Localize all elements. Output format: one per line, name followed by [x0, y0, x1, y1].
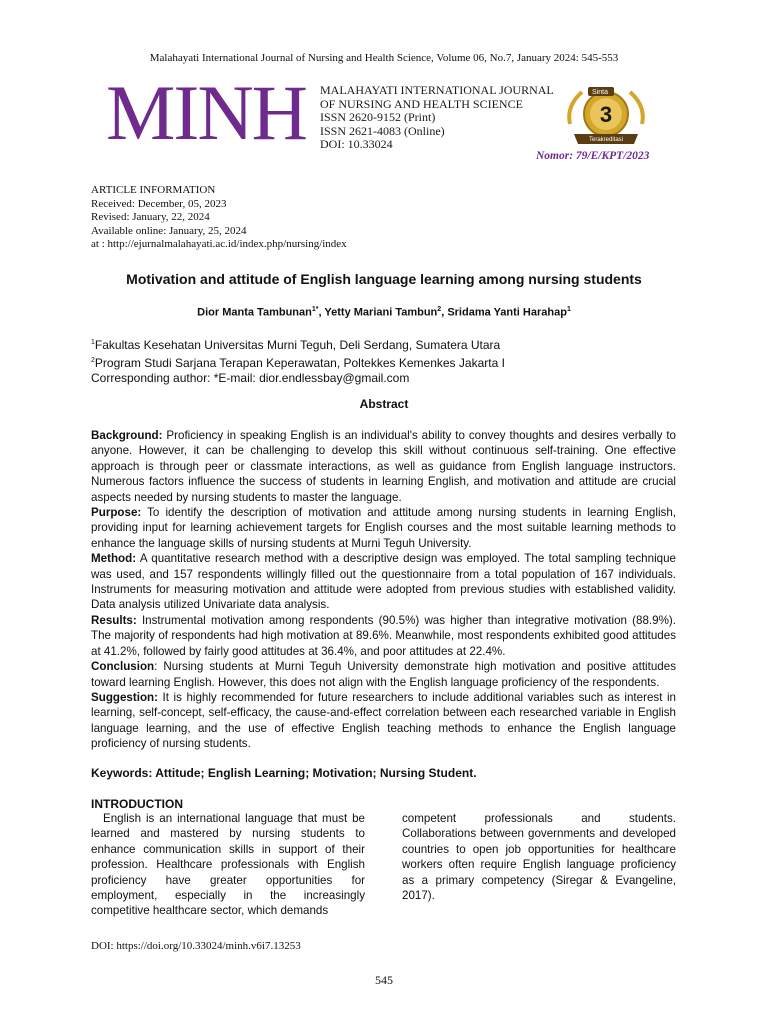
- svg-text:Terakreditasi: Terakreditasi: [588, 137, 624, 143]
- journal-name-line2: OF NURSING AND HEALTH SCIENCE: [320, 96, 523, 111]
- abstract-heading: Abstract: [359, 397, 409, 411]
- article-title: Motivation and attitude of English language learning among nursing students: [126, 271, 642, 287]
- article-info-heading: ARTICLE INFORMATION: [91, 184, 216, 196]
- received-date: Received: December, 05, 2023: [91, 197, 227, 210]
- journal-logo: MINH: [106, 69, 306, 156]
- doi-footer: DOI: https://doi.org/10.33024/minh.v6i7.13253: [91, 940, 301, 952]
- article-information: [91, 184, 347, 252]
- keywords: Keywords: Attitude; English Learning; Motivation; Nursing Student.: [91, 766, 477, 780]
- svg-text:3: 3: [599, 102, 613, 127]
- revised-date: Revised: January, 22, 2024: [91, 211, 210, 224]
- available-date: Available online: January, 25, 2024: [91, 224, 247, 237]
- author-name: Sridama Yanti Harahap: [447, 306, 567, 319]
- introduction-left-column: English is an international language that must be learned and mastered by nursing students to enhance communication skills in support of their profession. Healthcare professionals with English proficiency have greater opportunities for employment, especially in the increasingly competitive healthcare sector, which demands: [91, 812, 365, 918]
- journal-meta: [320, 84, 554, 152]
- abstract-conclusion: Conclusion: Nursing students at Murni Teguh University demonstrate high motivation and positive attitudes toward learning English. However, this does not align with the English language proficiency of the respondents.: [91, 660, 676, 689]
- running-header: Malahayati International Journal of Nursing and Health Science, Volume 06, No.7, January 2024: 545-553: [149, 52, 619, 64]
- introduction-heading: INTRODUCTION: [91, 797, 183, 811]
- abstract-body: [91, 428, 676, 752]
- introduction-right-column: competent professionals and students. Collaborations between governments and developed countries to open job opportunities for healthcare workers often require English language proficiency as a primary competency (Siregar & Evangeline, 2017).: [402, 812, 676, 903]
- author-list: [0, 306, 768, 319]
- author-separator: ,: [441, 306, 448, 319]
- affiliation-2: $^2$Program Studi Sarjana Terapan Keperawatan, Poltekkes Kemenkes Jakarta I: [91, 356, 505, 370]
- sinta-badge-icon: [560, 80, 652, 146]
- abstract-method: Method: A quantitative research method with a descriptive design was employed. The total sampling technique was used, and 157 respondents willingly filled out the questionnaire from a total population of 167 individuals. Instruments for measuring motivation and attitude were adopted from previous studies with established validity. Data analysis utilized Univariate data analysis.: [91, 552, 676, 612]
- author-separator: ,: [318, 306, 325, 319]
- abstract-suggestion: Suggestion: It is highly recommended for future researchers to include additional variables such as interest in learning, self-concept, self-efficacy, the cause-and-effect correlation between each researched variable in English language learning, and the use of effective English teaching methods to enhance the English language proficiency of nursing students.: [91, 690, 676, 751]
- author-superscript: 2: [437, 306, 442, 313]
- abstract-purpose: Purpose: To identify the description of motivation and attitude among nursing students in learning English, providing input for learning achievement targets for English courses and the most suitable learning methods to enhance the language skills of nursing students at Murni Teguh University.: [91, 506, 676, 550]
- affiliation-1: $^1$Fakultas Kesehatan Universitas Murni Teguh, Deli Serdang, Sumatera Utara: [91, 338, 501, 352]
- corresponding-author: Corresponding author: *E-mail: dior.endlessbay@gmail.com: [91, 371, 410, 385]
- author-name: Dior Manta Tambunan: [197, 306, 312, 319]
- svg-text:Sinta: Sinta: [592, 89, 608, 96]
- issn-online: ISSN 2621-4083 (Online): [320, 123, 445, 138]
- page-number: 545: [375, 973, 393, 987]
- issn-print: ISSN 2620-9152 (Print): [320, 110, 436, 124]
- affiliations: [91, 335, 505, 386]
- author-superscript: 1: [566, 306, 571, 313]
- abstract-results: Results: Instrumental motivation among respondents (90.5%) was higher than integrative motivation (88.9%). The majority of respondents had high motivation at 89.6%. Meanwhile, most respondents exhibited good attitudes at 41.2%, followed by fairly good attitudes at 36.4%, and poor attitudes at 22.4%.: [91, 613, 676, 658]
- journal-name-line1: MALAHAYATI INTERNATIONAL JOURNAL: [320, 83, 554, 97]
- journal-url: at : http://ejurnalmalahayati.ac.id/index.php/nursing/index: [91, 238, 347, 251]
- journal-masthead: [106, 69, 676, 170]
- author-superscript: 1*: [311, 306, 319, 313]
- abstract-background: Background: Proficiency in speaking English is an individual's ability to convey thoughts and desires verbally to anyone. However, it can be challenging to develop this skill without continuous self-training. One effective approach is through peer or classmate interactions, as well as guidance from English language instructors. Numerous factors influence the success of students in learning English, and motivation and attitude are crucial aspects needed by nursing students to master the language.: [91, 429, 676, 504]
- accreditation-number: Nomor: 79/E/KPT/2023: [536, 150, 650, 162]
- author-name: Yetty Mariani Tambun: [324, 306, 438, 319]
- doi-prefix: DOI: 10.33024: [320, 137, 393, 151]
